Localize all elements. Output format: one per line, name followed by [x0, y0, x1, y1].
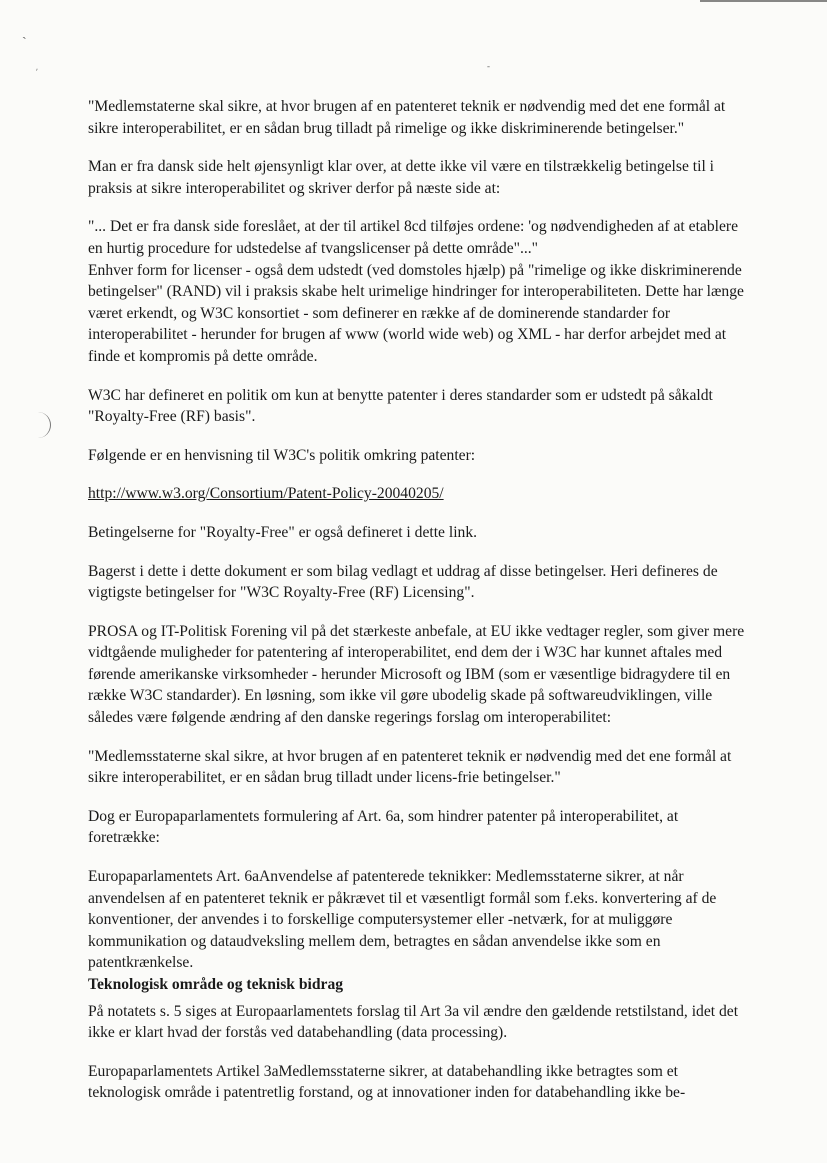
quote-ep-art-3a: Europaparlamentets Artikel 3aMedlemsstaterne sikrer, at databehandling ikke betragtes som et teknologisk område i patentretlig forstand, og at innovationer inden for databehandling ikke be-	[88, 1062, 686, 1102]
document-page	[88, 96, 748, 1121]
paragraph-danish-view: Man er fra dansk side helt øjensynligt klar over, at dette ikke vil være en tilstrækkelig betingelse til i praksis at sikre interoperabilitet og skriver derfor på næste side at:	[88, 158, 715, 197]
paragraph-rand-licenses: Enhver form for licenser - også dem udstedt (ved domstoles hjælp) på "rimelige og ikke diskriminerende betingelser" (RAND) vil i praksis skabe helt urimelige hindringer for interoperabiliteten. Dette har længe været erkendt, og W3C konsortiet - som definerer en række af de dominerende standarder for interoperabilitet - herunder for brugen af www (world wide web) og XML - har derfor arbejdet med at finde et kompromis på dette område.	[88, 261, 744, 365]
scan-speck: -	[487, 61, 490, 71]
w3c-patent-policy-link[interactable]: http://www.w3.org/Consortium/Patent-Policy-20040205/	[88, 485, 444, 503]
paragraph-recommendation: PROSA og IT-Politisk Forening vil på det stærkeste anbefale, at EU ikke vedtager regler, som giver mere vidtgående muligheder for patentering af interoperabilitet, end dem der i W3C har kunnet aftales med førende amerikanske virksomheder - herunder Microsoft og IBM (som er væsentlige bidragydere til en række W3C standarder). En løsning, som ikke vil gøre ubodelig skade på softwareudviklingen, ville således være følgende ændring af den danske regerings forslag om interoperabilitet:	[88, 622, 745, 727]
quote-license-free: "Medlemsstaterne skal sikre, at hvor brugen af en patenteret teknik er nødvendig med det ene formål at sikre interoperabilitet, er en sådan brug tilladt under licens-frie betingelser."	[88, 747, 732, 787]
paragraph-w3c-policy: W3C har defineret en politik om kun at benytte patenter i deres standarder som er udstedt på såkaldt "Royalty-Free (RF) basis".	[88, 386, 713, 426]
paragraph-royalty-free: Betingelserne for "Royalty-Free" er også defineret i dette link.	[88, 523, 478, 541]
section-heading: Teknologisk område og teknisk bidrag	[88, 976, 344, 993]
top-edge-rule	[700, 0, 827, 2]
scan-speck: ʹ	[36, 67, 38, 77]
paragraph-w3c-reference: Følgende er en henvisning til W3C's politik omkring patenter:	[88, 446, 476, 464]
paragraph-appendix: Bagerst i dette i dette dokument er som bilag vedlagt et uddrag af disse betingelser. Heri defineres de vigtigste betingelser for "W3C Royalty-Free (RF) Licensing".	[88, 562, 718, 602]
quote-proposal-rand: "Medlemstaterne skal sikre, at hvor brugen af en patenteret teknik er nødvendig med det ene formål at sikre interoperabilitet, er en sådan brug tilladt på rimelige og ikke diskriminerende betingelser."	[88, 98, 726, 137]
paragraph-art-3a: På notatets s. 5 siges at Europaarlamentets forslag til Art 3a vil ændre den gældende retstilstand, idet det ikke er klart hvad der forstås ved databehandling (data processing).	[88, 1002, 739, 1042]
scan-speck: ˎ	[22, 25, 27, 40]
quote-article-8cd: "... Det er fra dansk side foreslået, at der til artikel 8cd tilføjes ordene: 'og nødvendigheden af at etablere en hurtig procedure for udstedelse af tvangslicenser på dette område"..."	[88, 218, 738, 257]
paragraph-ep-art-6a-intro: Dog er Europaparlamentets formulering af Art. 6a, som hindrer patenter på interoperabilitet, at foretrække:	[88, 807, 679, 847]
margin-bracket-mark	[38, 412, 51, 438]
quote-ep-art-6a: Europaparlamentets Art. 6aAnvendelse af patenterede teknikker: Medlemsstaterne sikrer, at når anvendelsen af en patenteret teknik er påkrævet til et væsentligt formål som f.eks. konvertering af de konventioner, der anvendes i to forskellige computersystemer eller -netværk, for at muliggøre kommunikation og dataudveksling mellem dem, betragtes en sådan anvendelse ikke som en patentkrænkelse.	[88, 868, 717, 972]
